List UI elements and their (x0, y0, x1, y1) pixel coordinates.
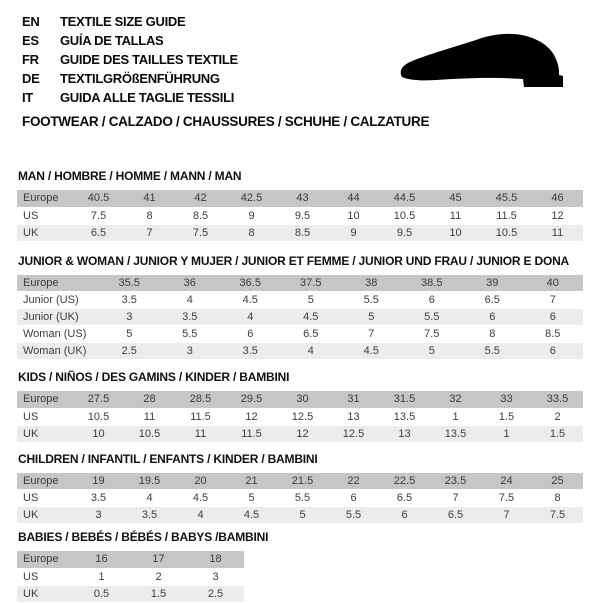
table-row (17, 275, 583, 292)
row-label: Europe (17, 190, 73, 207)
size-cell: 38.5 (402, 275, 463, 292)
size-cell: 3.5 (99, 292, 160, 309)
size-cell: 10.5 (73, 408, 124, 425)
size-cell: 40.5 (73, 190, 124, 207)
size-cell: 5.5 (402, 309, 463, 326)
size-table (17, 275, 583, 361)
size-cell: 1 (430, 408, 481, 425)
size-cell: 12 (277, 425, 328, 442)
size-cell: 20 (175, 473, 226, 490)
size-cell: 7.5 (175, 224, 226, 241)
language-code: ES (22, 33, 39, 48)
size-cell: 22.5 (379, 473, 430, 490)
row-label: Europe (17, 391, 73, 408)
size-cell: 6.5 (462, 292, 523, 309)
size-cell: 10 (328, 207, 379, 224)
size-cell: 8.5 (523, 326, 584, 343)
size-cell: 9.5 (277, 207, 328, 224)
size-cell: 2.5 (187, 585, 244, 602)
size-cell: 3 (187, 568, 244, 585)
size-cell: 3 (99, 309, 160, 326)
size-cell: 39 (462, 275, 523, 292)
language-code: EN (22, 14, 40, 29)
size-cell: 7 (124, 224, 175, 241)
size-cell: 6 (523, 309, 584, 326)
row-label: US (17, 207, 73, 224)
size-cell: 24 (481, 473, 532, 490)
table-row (17, 568, 244, 585)
size-cell: 29.5 (226, 391, 277, 408)
table-row (17, 326, 583, 343)
size-cell: 4.5 (226, 507, 277, 524)
size-cell: 9 (226, 207, 277, 224)
row-label: Europe (17, 275, 99, 292)
row-label: Europe (17, 473, 73, 490)
row-label: UK (17, 507, 73, 524)
size-cell: 1.5 (481, 408, 532, 425)
row-label: Woman (US) (17, 326, 99, 343)
size-cell: 10.5 (124, 425, 175, 442)
row-label: US (17, 490, 73, 507)
row-label: US (17, 568, 73, 585)
size-cell: 35.5 (99, 275, 160, 292)
size-cell: 31.5 (379, 391, 430, 408)
size-cell: 7 (481, 507, 532, 524)
table-title: BABIES / BEBÉS / BÉBÉS / BABYS /BAMBINI (18, 530, 269, 544)
size-cell: 8 (462, 326, 523, 343)
size-section-kids (17, 370, 583, 443)
size-cell: 3 (160, 343, 221, 360)
size-cell: 31 (328, 391, 379, 408)
size-cell: 44.5 (379, 190, 430, 207)
size-cell: 28.5 (175, 391, 226, 408)
language-title: TEXTILGRÖßENFÜHRUNG (60, 71, 220, 86)
size-section-children (17, 452, 583, 525)
size-cell: 4 (175, 507, 226, 524)
size-cell: 1 (73, 568, 130, 585)
row-label: UK (17, 425, 73, 442)
table-row (17, 507, 583, 524)
size-cell: 5 (281, 292, 342, 309)
size-cell: 8 (124, 207, 175, 224)
size-cell: 6.5 (73, 224, 124, 241)
size-cell: 13.5 (430, 425, 481, 442)
size-cell: 11.5 (175, 408, 226, 425)
size-table (17, 391, 583, 443)
language-code: FR (22, 52, 39, 67)
size-cell: 12.5 (328, 425, 379, 442)
size-cell: 12 (532, 207, 583, 224)
table-title: JUNIOR & WOMAN / JUNIOR Y MUJER / JUNIOR ET FEMME / JUNIOR UND FRAU / JUNIOR E DONA (18, 253, 570, 268)
size-cell: 6 (462, 309, 523, 326)
size-cell: 30 (277, 391, 328, 408)
size-cell: 13.5 (379, 408, 430, 425)
size-cell: 7 (341, 326, 402, 343)
size-section-man (17, 169, 583, 242)
size-cell: 4 (160, 292, 221, 309)
size-cell: 6 (402, 292, 463, 309)
size-cell: 5 (341, 309, 402, 326)
size-cell: 3.5 (160, 309, 221, 326)
table-row (17, 408, 583, 425)
size-cell: 10 (73, 425, 124, 442)
size-cell: 1 (481, 425, 532, 442)
language-title: TEXTILE SIZE GUIDE (60, 14, 186, 29)
language-code: IT (22, 90, 33, 105)
size-cell: 6 (523, 343, 584, 360)
row-label: Junior (US) (17, 292, 99, 309)
size-cell: 11 (175, 425, 226, 442)
size-cell: 17 (130, 551, 187, 568)
size-cell: 4 (220, 309, 281, 326)
size-cell: 36.5 (220, 275, 281, 292)
table-row (17, 207, 583, 224)
size-table (17, 190, 583, 242)
size-cell: 32 (430, 391, 481, 408)
size-cell: 2 (130, 568, 187, 585)
size-cell: 12.5 (277, 408, 328, 425)
size-cell: 19 (73, 473, 124, 490)
size-cell: 7.5 (402, 326, 463, 343)
size-cell: 6 (220, 326, 281, 343)
size-cell: 13 (379, 425, 430, 442)
size-cell: 27.5 (73, 391, 124, 408)
size-cell: 3.5 (220, 343, 281, 360)
size-cell: 8 (226, 224, 277, 241)
language-title: GUIDA ALLE TAGLIE TESSILI (60, 90, 235, 105)
table-row (17, 224, 583, 241)
size-table (17, 551, 244, 603)
size-cell: 3.5 (124, 507, 175, 524)
size-cell: 11 (124, 408, 175, 425)
table-row (17, 309, 583, 326)
category-heading: FOOTWEAR / CALZADO / CHAUSSURES / SCHUHE / CALZATURE (22, 114, 430, 129)
size-cell: 6.5 (281, 326, 342, 343)
table-title: CHILDREN / INFANTIL / ENFANTS / KINDER / BAMBINI (18, 451, 318, 466)
size-cell: 12 (226, 408, 277, 425)
size-cell: 8 (532, 490, 583, 507)
size-section-junior-woman (17, 254, 583, 361)
language-code: DE (22, 71, 40, 86)
size-cell: 19.5 (124, 473, 175, 490)
size-cell: 40 (523, 275, 584, 292)
size-cell: 5.5 (462, 343, 523, 360)
size-cell: 1.5 (532, 425, 583, 442)
size-cell: 2.5 (99, 343, 160, 360)
row-label: US (17, 408, 73, 425)
size-cell: 10.5 (481, 224, 532, 241)
size-cell: 5.5 (328, 507, 379, 524)
size-cell: 28 (124, 391, 175, 408)
size-cell: 5.5 (160, 326, 221, 343)
size-cell: 5 (226, 490, 277, 507)
size-cell: 3.5 (73, 490, 124, 507)
size-cell: 11 (430, 207, 481, 224)
size-cell: 10 (430, 224, 481, 241)
table-row (17, 490, 583, 507)
size-cell: 11.5 (226, 425, 277, 442)
row-label: Europe (17, 551, 73, 568)
size-cell: 33 (481, 391, 532, 408)
size-cell: 43 (277, 190, 328, 207)
language-title: GUÍA DE TALLAS (60, 33, 164, 48)
size-cell: 45 (430, 190, 481, 207)
size-cell: 7.5 (481, 490, 532, 507)
size-cell: 2 (532, 408, 583, 425)
size-cell: 3 (73, 507, 124, 524)
table-row (17, 190, 583, 207)
size-cell: 45.5 (481, 190, 532, 207)
size-cell: 6 (379, 507, 430, 524)
size-cell: 33.5 (532, 391, 583, 408)
size-tables-container (0, 169, 600, 603)
size-cell: 5 (402, 343, 463, 360)
size-cell: 4.5 (341, 343, 402, 360)
language-title: GUIDE DES TAILLES TEXTILE (60, 52, 238, 67)
size-cell: 4 (124, 490, 175, 507)
size-cell: 4.5 (220, 292, 281, 309)
size-cell: 9 (328, 224, 379, 241)
size-cell: 6.5 (379, 490, 430, 507)
size-cell: 7 (523, 292, 584, 309)
size-cell: 6.5 (430, 507, 481, 524)
size-cell: 11 (532, 224, 583, 241)
row-label: UK (17, 224, 73, 241)
row-label: Woman (UK) (17, 343, 99, 360)
size-cell: 41 (124, 190, 175, 207)
size-cell: 21.5 (277, 473, 328, 490)
size-cell: 37.5 (281, 275, 342, 292)
size-cell: 5.5 (341, 292, 402, 309)
size-cell: 9.5 (379, 224, 430, 241)
table-row (17, 551, 244, 568)
table-row (17, 585, 244, 602)
size-cell: 1.5 (130, 585, 187, 602)
language-row (22, 12, 600, 31)
size-cell: 23.5 (430, 473, 481, 490)
size-cell: 4.5 (281, 309, 342, 326)
row-label: UK (17, 585, 73, 602)
size-cell: 36 (160, 275, 221, 292)
table-title: MAN / HOMBRE / HOMME / MANN / MAN (18, 169, 242, 183)
table-row (17, 473, 583, 490)
size-cell: 0.5 (73, 585, 130, 602)
size-cell: 8.5 (175, 207, 226, 224)
size-table (17, 473, 583, 525)
shoe-icon (396, 30, 574, 94)
table-row (17, 391, 583, 408)
row-label: Junior (UK) (17, 309, 99, 326)
size-cell: 5 (99, 326, 160, 343)
size-section-babies (17, 530, 583, 603)
size-cell: 7.5 (73, 207, 124, 224)
size-cell: 42.5 (226, 190, 277, 207)
size-cell: 7 (430, 490, 481, 507)
size-cell: 5.5 (277, 490, 328, 507)
table-row (17, 292, 583, 309)
size-cell: 25 (532, 473, 583, 490)
size-cell: 46 (532, 190, 583, 207)
table-row (17, 425, 583, 442)
size-cell: 7.5 (532, 507, 583, 524)
table-title: KIDS / NIÑOS / DES GAMINS / KINDER / BAMBINI (18, 370, 290, 384)
size-cell: 22 (328, 473, 379, 490)
size-cell: 13 (328, 408, 379, 425)
size-cell: 44 (328, 190, 379, 207)
size-cell: 4 (281, 343, 342, 360)
size-cell: 6 (328, 490, 379, 507)
size-cell: 4.5 (175, 490, 226, 507)
table-row (17, 343, 583, 360)
size-cell: 16 (73, 551, 130, 568)
size-cell: 5 (277, 507, 328, 524)
size-cell: 8.5 (277, 224, 328, 241)
size-cell: 21 (226, 473, 277, 490)
size-cell: 38 (341, 275, 402, 292)
size-cell: 42 (175, 190, 226, 207)
size-cell: 10.5 (379, 207, 430, 224)
size-cell: 18 (187, 551, 244, 568)
size-cell: 11.5 (481, 207, 532, 224)
